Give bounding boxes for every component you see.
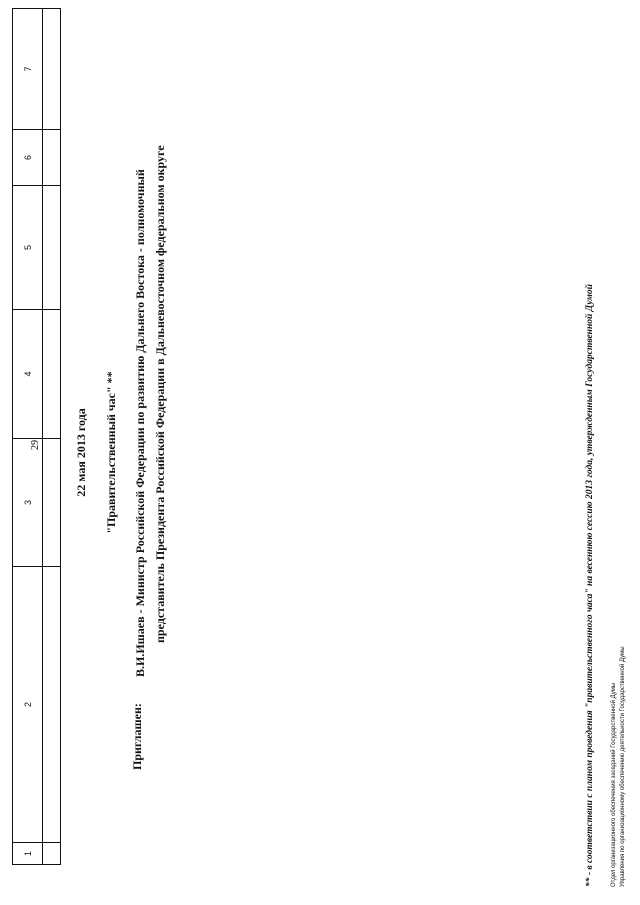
department-signature bbox=[610, 646, 628, 887]
footnote-text-a: в соответствии с планом проведения bbox=[585, 707, 595, 870]
footnote-marker: ** - bbox=[585, 869, 595, 887]
column-number-cell: 4 bbox=[13, 310, 43, 439]
table-cell bbox=[43, 439, 61, 567]
invited-line-2: представитель Президента Российской Федерации в Дальневосточном федеральном округе bbox=[153, 145, 167, 643]
invited-person bbox=[130, 117, 170, 677]
table-cell bbox=[43, 843, 61, 865]
department-line-2: Управления по организационному обеспечению деятельности Государственной Думы bbox=[620, 646, 626, 887]
footnote-text-b: "правительственного часа" bbox=[585, 588, 595, 708]
table-cell bbox=[43, 9, 61, 130]
table-empty-row bbox=[43, 9, 61, 865]
table-header-row bbox=[13, 9, 43, 865]
table-cell bbox=[43, 186, 61, 310]
column-number-cell: 6 bbox=[13, 130, 43, 186]
footnote bbox=[585, 27, 595, 887]
page-number: 29 bbox=[30, 440, 41, 450]
footnote-text-c: на весеннюю сессию 2013 года, утвержденным Государственной Думой bbox=[585, 284, 595, 589]
column-number-cell: 5 bbox=[13, 186, 43, 310]
table-cell bbox=[43, 310, 61, 439]
column-number-cell: 1 bbox=[13, 843, 43, 865]
invited-line-1: В.И.Ишаев - Министр Российской Федерации по развитию Дальнего Востока - полномочный bbox=[133, 169, 147, 677]
session-date: 22 мая 2013 года bbox=[74, 408, 88, 497]
event-title: "Правительственный час" ** bbox=[104, 371, 118, 534]
column-number-cell: 7 bbox=[13, 9, 43, 130]
invited-label: Приглашен: bbox=[130, 703, 144, 770]
column-number-cell: 2 bbox=[13, 567, 43, 843]
department-line-1: Отдел организационного обеспечения заседаний Государственной Думы bbox=[611, 682, 617, 887]
table-cell bbox=[43, 130, 61, 186]
column-number-cell: 3 bbox=[13, 439, 43, 567]
column-number-table bbox=[12, 8, 61, 865]
table-cell bbox=[43, 567, 61, 843]
